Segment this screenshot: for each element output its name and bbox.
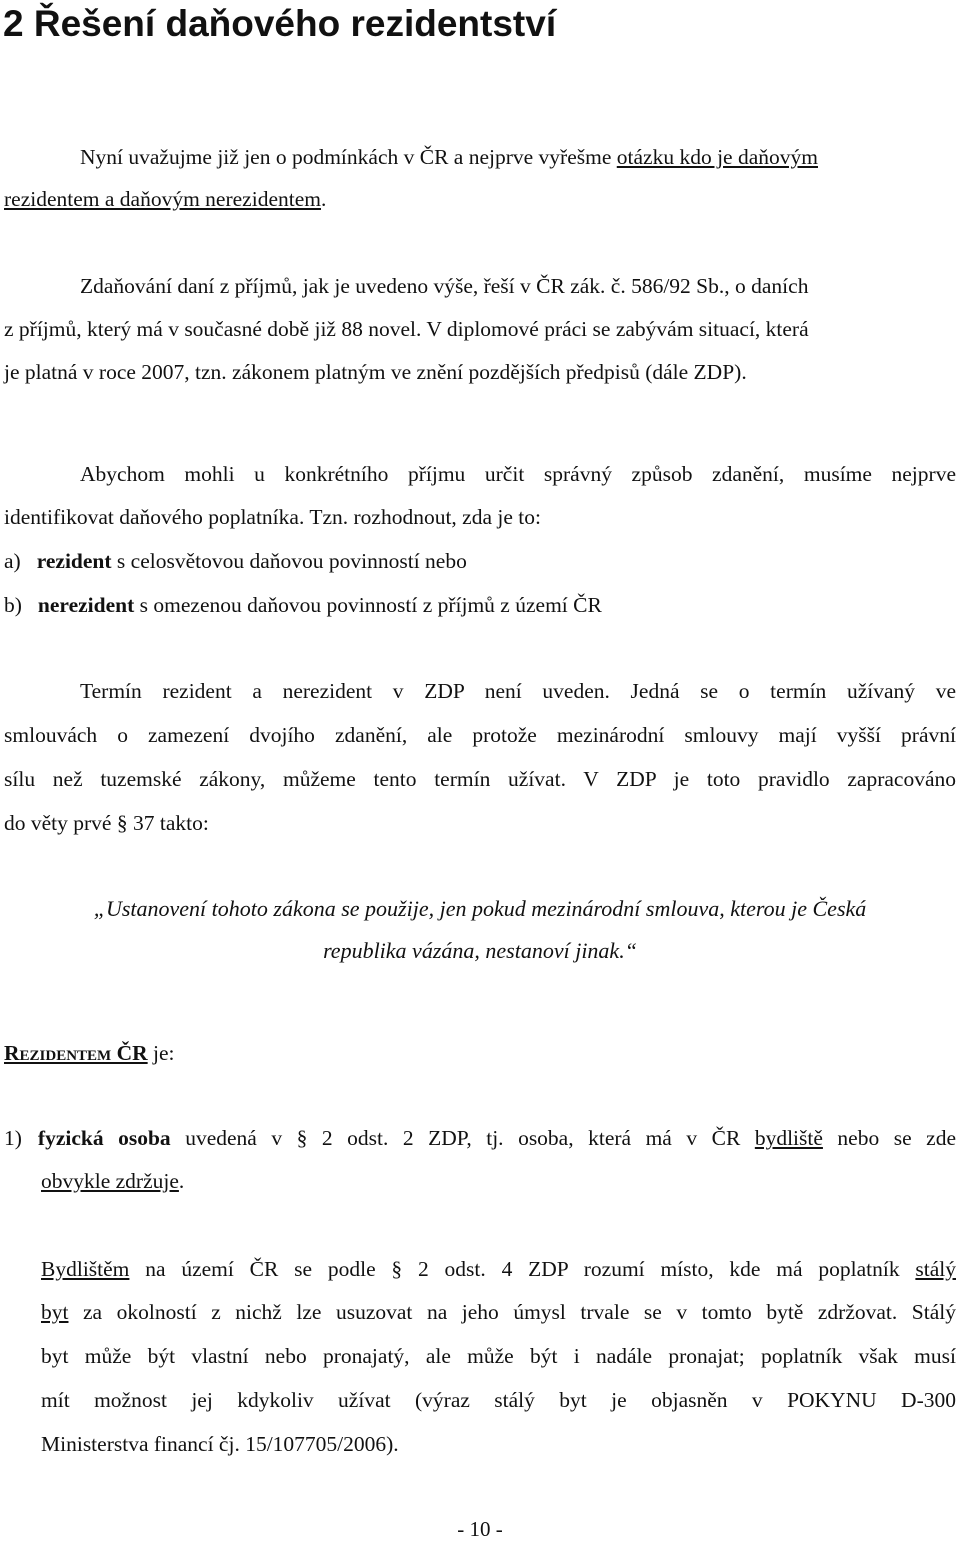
list-marker-a: a) <box>4 549 21 573</box>
list-marker-b: b) <box>4 593 22 617</box>
p2-line1: Zdaňování daní z příjmů, jak je uvedeno výše, řeší v ČR zák. č. 586/92 Sb., o daních <box>80 274 809 298</box>
p4-line3: sílu než tuzemské zákony, můžeme tento termín užívat. V ZDP je toto pravidlo zapracováno <box>4 767 956 791</box>
p2-line2: z příjmů, který má v současné době již 88 novel. V diplomové práci se zabývám situací, která <box>4 317 809 341</box>
quote-line1: „Ustanovení tohoto zákona se použije, jen pokud mezinárodní smlouva, kterou je Česká <box>93 896 867 921</box>
p4-line4: do věty prvé § 37 takto: <box>4 811 209 835</box>
p5-line2-text: za okolností z nichž lze usuzovat na jeho úmysl trvale se v tomto bytě zdržovat. Stálý <box>68 1300 956 1324</box>
p3-line2: identifikovat daňového poplatníka. Tzn. rozhodnout, zda je to: <box>4 505 541 529</box>
item1-text: uvedená v § 2 odst. 2 ZDP, tj. osoba, která má v ČR <box>170 1126 755 1150</box>
term-rezident: rezident <box>36 549 112 573</box>
item1-end: nebo se zde <box>822 1126 956 1150</box>
list-item-b-text: s omezenou daňovou povinností z příjmů z území ČR <box>134 593 602 617</box>
p1-underlined-phrase: otázku kdo je daňovým <box>616 145 818 169</box>
list-item-a <box>4 547 467 575</box>
p2-line3: je platná v roce 2007, tzn. zákonem platným ve znění pozdějších předpisů (dále ZDP). <box>4 360 747 384</box>
section-label-title: Rezidentem ČR <box>4 1041 148 1065</box>
p5-line4: mít možnost jej kdykoliv užívat (výraz stálý byt je objasněn v POKYNU D-300 <box>41 1388 956 1412</box>
item1-line2 <box>41 1167 184 1195</box>
term-obvykle-zdrzuje: obvykle zdržuje <box>41 1169 179 1193</box>
section-label-suffix: je: <box>147 1041 175 1065</box>
p5-line3: byt může být vlastní nebo pronajatý, ale může být i nadále pronajat; poplatník však musí <box>41 1344 956 1368</box>
p1-line2 <box>4 185 326 213</box>
term-nerezident: nerezident <box>37 593 135 617</box>
p1-underlined-phrase-cont: rezidentem a daňovým nerezidentem <box>4 187 321 211</box>
term-bydliste: bydliště <box>754 1126 823 1150</box>
quote-line2: republika vázána, nestanoví jinak.“ <box>323 938 637 963</box>
p1-text: Nyní uvažujme již jen o podmínkách v ČR a nejprve vyřešme <box>80 145 617 169</box>
p4-line1: Termín rezident a nerezident v ZDP není uveden. Jedná se o termín užívaný ve <box>80 679 956 703</box>
p1-line1 <box>80 143 818 171</box>
term-bydlistem: Bydlištěm <box>41 1257 130 1281</box>
p5-text: na území ČR se podle § 2 odst. 4 ZDP rozumí místo, kde má poplatník <box>129 1257 916 1281</box>
list-item-b <box>4 591 602 619</box>
p5-line5: Ministerstva financí čj. 15/107705/2006). <box>41 1432 399 1456</box>
p1-period: . <box>320 187 327 211</box>
p5-line1 <box>41 1255 956 1283</box>
term-staly: stálý <box>915 1257 956 1281</box>
term-byt: byt <box>41 1300 69 1324</box>
item1-marker: 1) <box>4 1126 22 1150</box>
p5-line2 <box>41 1298 956 1326</box>
chapter-heading: 2 Řešení daňového rezidentství <box>3 3 557 44</box>
p3-line1: Abychom mohli u konkrétního příjmu určit správný způsob zdanění, musíme nejprve <box>80 462 956 486</box>
p4-line2: smlouvách o zamezení dvojího zdanění, ale protože mezinárodní smlouvy mají vyšší právní <box>4 723 956 747</box>
item1-period: . <box>178 1169 185 1193</box>
list-item-a-text: s celosvětovou daňovou povinností nebo <box>111 549 467 573</box>
page-number: - 10 - <box>457 1517 503 1541</box>
section-label <box>4 1039 175 1067</box>
term-fyzicka-osoba: fyzická osoba <box>37 1126 171 1150</box>
item1-line1 <box>4 1124 956 1152</box>
